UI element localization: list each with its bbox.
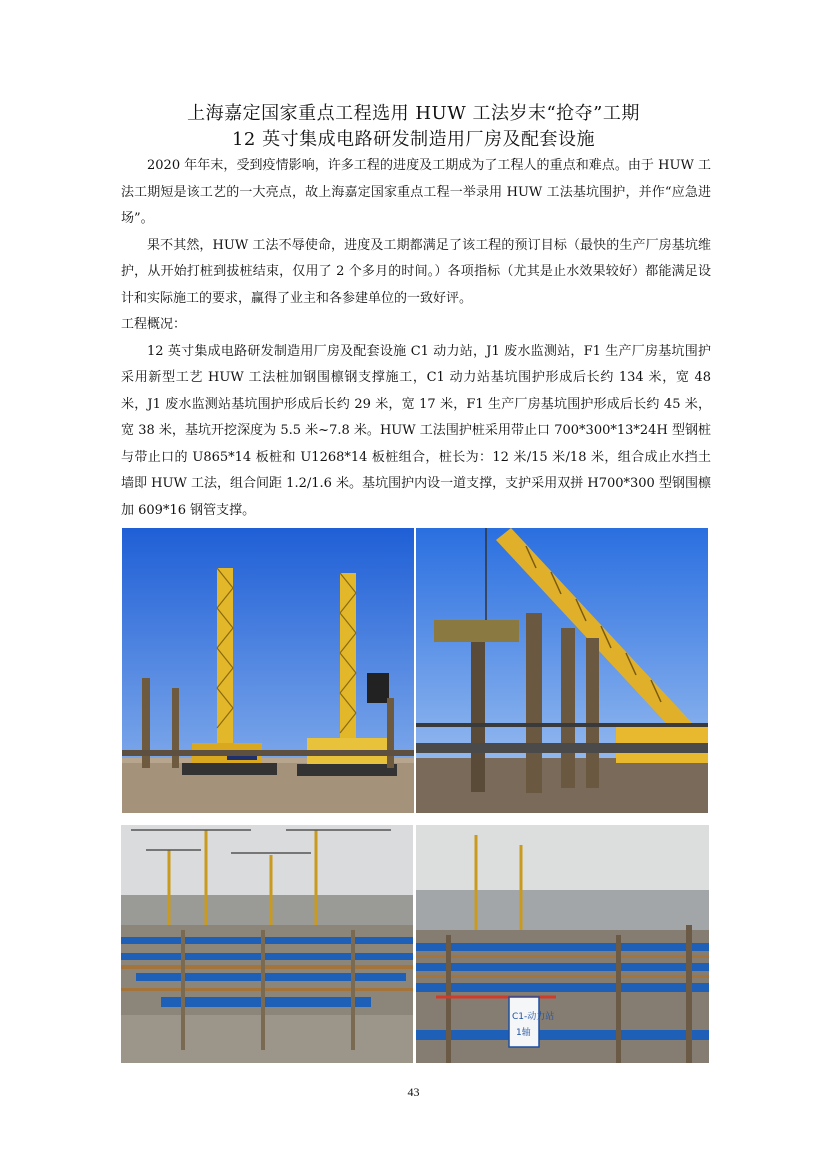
photo-crane-piles <box>416 528 708 813</box>
section-heading-overview: 工程概况： <box>121 317 187 332</box>
paragraph-overview: 12 英寸集成电路研发制造用厂房及配套设施 C1 动力站，J1 废水监测站，F1 生产厂房基坑围护采用新型工艺 HUW 工法桩加钢围檩钢支撑施工，C1 动力站基坑围护形成后长约 134 米，宽 48 米，J1 废水监测站基坑围护形成后长约 29 米，宽 17 米，F1 生产厂房基坑围护形成后长约 45 米，宽 38 米，基坑开挖深度为 5.5 米~7.8 米。HUW 工法围护桩采用带止口 700*300*13*24H 型钢桩与带止口的 U865*14 板桩和 U1268*14 板桩组合，桩长为：12 米/15 米/18 米，组合成止水挡土墙即 HUW 工法，组合间距 1.2/1.6 米。基坑围护内设一道支撑，支护采用双拼 H700*300 型钢围檩加 609*16 钢管支撑。 <box>121 343 711 518</box>
photo-pile-rigs <box>122 528 414 813</box>
paragraph-intro: 2020 年年末，受到疫情影响，许多工程的进度及工期成为了工程人的重点和难点。由于 HUW 工法工期短是该工艺的一大亮点，故上海嘉定国家重点工程一举录用 HUW 工法基坑围护，并作“应急进场”。 <box>121 158 711 226</box>
photo-excavation-sign <box>416 825 709 1063</box>
sign-board-label: C1-动力站 <box>512 1012 555 1022</box>
sign-board-axis: 1轴 <box>516 1028 531 1038</box>
document-body <box>121 153 711 524</box>
document-title-line-1: 上海嘉定国家重点工程选用 HUW 工法岁末“抢夺”工期 <box>187 103 640 124</box>
paragraph-result: 果不其然，HUW 工法不辱使命，进度及工期都满足了该工程的预订目标（最快的生产厂房基坑维护，从开始打桩到拔桩结束，仅用了 2 个多月的时间。）各项指标（尤其是止水效果较好）都能满足设计和实际施工的要求，赢得了业主和各参建单位的一致好评。 <box>121 237 711 306</box>
document-title-line-2: 12 英寸集成电路研发制造用厂房及配套设施 <box>231 129 596 150</box>
photo-excavation-struts <box>121 825 413 1063</box>
page-number: 43 <box>407 1085 420 1099</box>
